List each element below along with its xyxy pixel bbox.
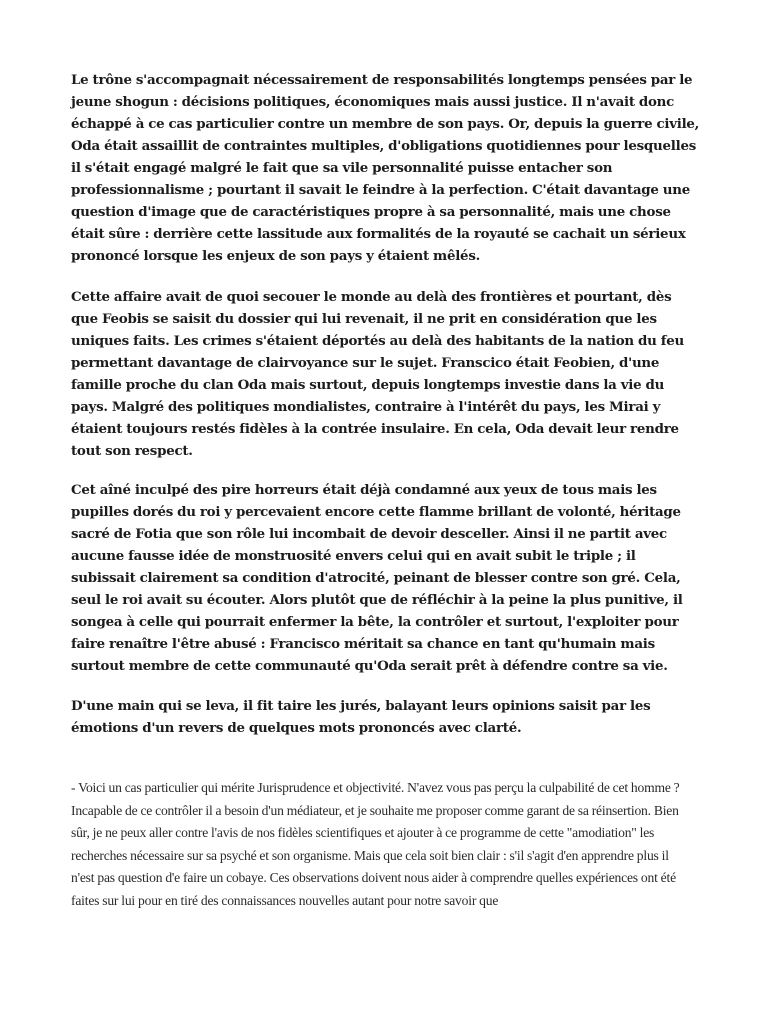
paragraph-throne-responsibilities: Le trône s'accompagnait nécessairement de responsabilités longtemps pensées par le jeune shogun : décisions politiques, économiques mais aussi justice. Il n'avait donc échappé à ce cas particulier contre un membre de son pays. Or, depuis la guerre civile, Oda était assaillit de contraintes multiples, d'obligations quotidiennes pour lesquelles il s'était engagé malgré le fait que sa vile personnalité puisse entacher son professionnalisme ; pourtant il savait le feindre à la perfection. C'était davantage une question d'image que de caractéristiques propre à sa personnalité, mais une chose était sûre : derrière cette lassitude aux formalités de la royauté se cachait un sérieux prononcé lorsque les enjeux de son pays y étaient mêlés. — [71, 72, 700, 264]
paragraph-silencing-jurors: D'une main qui se leva, il fit taire les jurés, balayant leurs opinions saisit par les émotions d'un revers de quelques mots prononcés avec clarté. — [71, 698, 651, 736]
paragraph-accused-elder: Cet aîné inculpé des pire horreurs était déjà condamné aux yeux de tous mais les pupilles dorés du roi y percevaient encore cette flamme brillant de volonté, héritage sacré de Fotia que son rôle lui incombait de devoir desceller. Ainsi il ne partit avec aucune fausse idée de monstruosité envers celui qui en avait subit le triple ; il subissait clairement sa condition d'atrocité, peinant de blesser contre son gré. Cela, seul le roi avait su écouter. Alors plutôt que de réfléchir à la peine la plus punitive, il songea à celle qui pourrait enfermer la bête, la contrôler et surtout, l'exploiter pour faire renaître l'être abusé : Francisco méritait sa chance en tant qu'humain mais surtout membre de cette communauté qu'Oda serait prêt à défendre contre sa vie. — [71, 482, 683, 674]
paragraph-affair-feobis: Cette affaire avait de quoi secouer le monde au delà des frontières et pourtant, dès que Feobis se saisit du dossier qui lui revenait, il ne prit en considération que les uniques faits. Les crimes s'étaient déportés au delà des habitants de la nation du feu permettant davantage de clairvoyance sur le sujet. Franscico était Feobien, d'une famille proche du clan Oda mais surtout, depuis longtemps investie dans la vie du pays. Malgré des politiques mondialistes, contraire à l'intérêt du pays, les Mirai y étaient toujours restés fidèles à la contrée insulaire. En cela, Oda devait leur rendre tout son respect. — [71, 289, 684, 459]
paragraph-king-speech: - Voici un cas particulier qui mérite Jurisprudence et objectivité. N'avez vous pas perçu la culpabilité de cet homme ? Incapable de ce contrôler il a besoin d'un médiateur, et je souhaite me proposer comme garant de sa réinsertion. Bien sûr, je ne peux aller contre l'avis de nos fidèles scientifiques et ajouter à ce programme de cette "amodiation" les recherches nécessaire sur sa psyché et son organisme. Mais que cela soit bien clair : s'il s'agit d'en apprendre plus il n'est pas question d'e faire un cobaye. Ces observations doivent nous aider à comprendre quelles expériences ont été faites sur lui pour en tiré des connaissances nouvelles autant pour notre savoir que — [71, 780, 680, 908]
